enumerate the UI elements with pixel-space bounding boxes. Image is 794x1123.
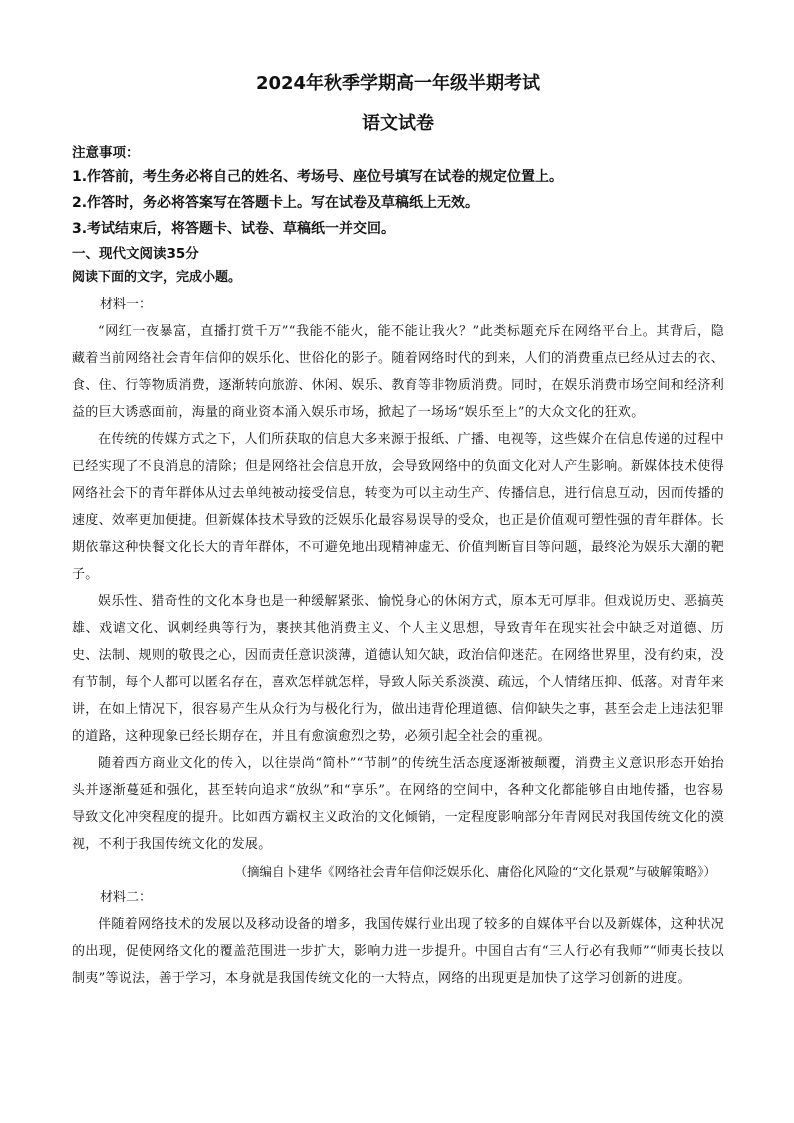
material-one-source: （摘编自卜建华《网络社会青年信仰泛娱乐化、庸俗化风险的“文化景观”与破解策略》） [234, 864, 716, 879]
material-one-paragraph-1: “网红一夜暴富，直播打赏千万”“我能不能火，能不能让我火？”此类标题充斥在网络平台上。其背后，隐藏着当前网络社会青年信仰的娱乐化、世俗化的影子。随着网络时代的到来，人们的消费重点已经从过去的衣、食、住、行等物质消费，逐渐转向旅游、休闲、娱乐、教育等非物质消费。同时，在娱乐消费市场空间和经济利益的巨大诱惑面前，海量的商业资本涌入娱乐市场，掀起了一场场“娱乐至上”的大众文化的狂欢。 [72, 324, 724, 420]
material-one-label: 材料一： [100, 297, 153, 312]
material-one [72, 292, 724, 885]
material-one-paragraph-3: 娱乐性、猎奇性的文化本身也是一种缓解紧张、愉悦身心的休闲方式，原本无可厚非。但戏说历史、恶搞英雄、戏谑文化、讽刺经典等行为，裹挟其他消费主义、个人主义思想，导致青年在现实社会中缺乏对道德、历史、法制、规则的敬畏之心，因而责任意识淡薄，道德认知欠缺，政治信仰迷茫。在网络世界里，没有约束，没有节制，每个人都可以匿名存在，喜欢怎样就怎样，导致人际关系淡漠、疏远，个人情绪压抑、低落。对青年来讲，在如上情况下，很容易产生从众行为与极化行为，做出违背伦理道德、信仰缺失之事，甚至会走上违法犯罪的道路，这种现象已经长期存在，并且有愈演愈烈之势，必须引起全社会的重视。 [72, 594, 724, 744]
material-two-label: 材料二： [100, 890, 153, 905]
material-one-paragraph-2: 在传统的传媒方式之下，人们所获取的信息大多来源于报纸、广播、电视等，这些媒介在信息传递的过程中已经实现了不良消息的清除；但是网络社会信息开放，会导致网络中的负面文化对人产生影响。新媒体技术使得网络社会下的青年群体从过去单纯被动接受信息，转变为可以主动生产、传播信息，进行信息互动，因而传播的速度、效率更加便捷。但新媒体技术导致的泛娱乐化最容易误导的受众，也正是价值观可塑性强的青年群体。长期依靠这种快餐文化长大的青年群体，不可避免地出现精神虚无、价值判断盲目等问题，最终沦为娱乐大潮的靶子。 [72, 432, 724, 582]
notice-item-1: 1.作答前，考生务必将自己的姓名、考场号、座位号填写在试卷的规定位置上。 [72, 169, 564, 185]
material-one-paragraph-4: 随着西方商业文化的传入，以往崇尚“简朴”“节制”的传统生活态度逐渐被颠覆，消费主义意识形态开始抬头并逐渐蔓延和强化，甚至转向追求“放纵”和“享乐”。在网络的空间中，各种文化都能够自由地传播，也容易导致文化冲突程度的提升。比如西方霸权主义政治的文化倾销，一定程度影响部分年青网民对我国传统文化的漠视，不利于我国传统文化的发展。 [72, 756, 724, 852]
notice-item-3: 3.考试结束后，将答题卡、试卷、草稿纸一并交回。 [72, 221, 396, 237]
notice-block [72, 142, 724, 242]
section-heading: 一、现代文阅读35分 [72, 246, 199, 262]
material-two-paragraph-1: 伴随着网络技术的发展以及移动设备的增多，我国传媒行业出现了较多的自媒体平台以及新媒体，这种状况的出现，促使网络文化的覆盖范围进一步扩大，影响力进一步提升。中国自古有“三人行必有我师”“师夷长技以制夷”等说法，善于学习，本身就是我国传统文化的一大特点，网络的出现更是加快了这学习创新的进度。 [72, 917, 724, 986]
material-two [72, 885, 724, 992]
exam-title: 2024年秋季学期高一年级半期考试 [255, 73, 541, 94]
notice-item-2: 2.作答时，务必将答案写在答题卡上。写在试卷及草稿纸上无效。 [72, 195, 480, 211]
section-instruction: 阅读下面的文字，完成小题。 [72, 270, 242, 285]
notice-heading: 注意事项： [72, 145, 140, 161]
exam-subtitle: 语文试卷 [362, 113, 434, 134]
